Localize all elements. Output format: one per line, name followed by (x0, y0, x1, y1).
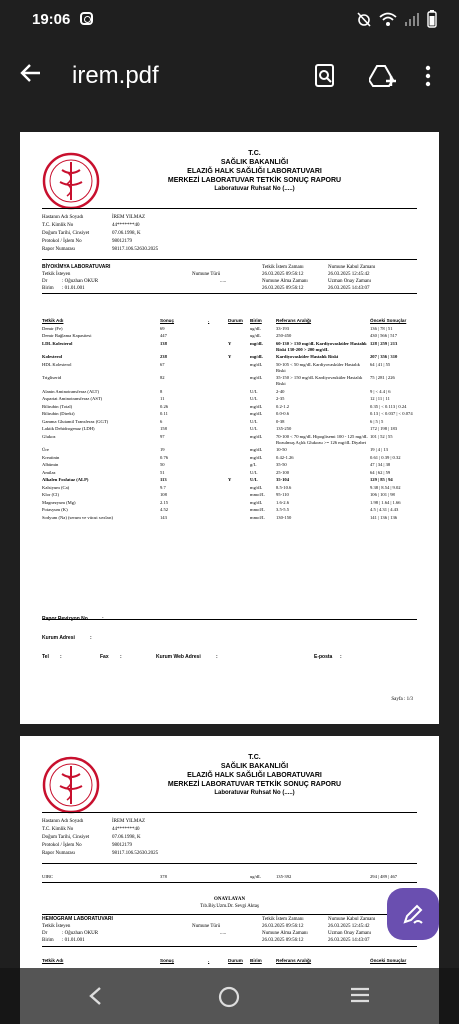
test-ref: 25-100 (276, 469, 290, 475)
test-prev: 136 | 78 | 51 (370, 325, 393, 331)
table-row (42, 500, 417, 506)
approver (42, 896, 417, 910)
test-unit: U/L (250, 469, 258, 475)
patient-value: 07.06.1998, K (112, 835, 141, 840)
report-header (110, 149, 399, 194)
approval-time: 26.03.2025 14:43:07 (328, 938, 370, 943)
header-line-3: ELAZIĞ HALK SAĞLIĞI LABORATUVARI (187, 168, 322, 175)
more-options-icon[interactable] (424, 64, 432, 88)
test-ref: 35-50 (276, 462, 287, 467)
patient-key: Hastanın Adı Soyadı (42, 819, 84, 824)
test-result: 238 (160, 354, 167, 359)
test-prev: 128 | 259 | 213 (370, 340, 398, 346)
test-ref: 0-38 (276, 418, 285, 424)
patient-value: 44*******40 (112, 223, 140, 228)
patient-value: 98117.106.52630.2025 (112, 247, 159, 252)
nav-home-icon[interactable] (218, 986, 240, 1013)
table-row (42, 426, 417, 432)
status-icons (356, 10, 437, 28)
battery-icon (427, 10, 437, 28)
institution-colon: : (90, 635, 92, 641)
test-name: Potasyum (K) (42, 507, 68, 512)
test-unit: ug/dL (250, 333, 261, 338)
email-label: E-posta (314, 654, 333, 660)
patient-value: İREM YILMAZ (112, 819, 146, 824)
header-line-1: T.C. (248, 150, 261, 157)
patient-row (42, 850, 158, 858)
search-document-icon[interactable] (313, 64, 337, 88)
test-prev: 1.98 | 1.64 | 1.66 (370, 499, 401, 505)
header-line-4: MERKEZİ LABORATUVAR TETKİK SONUÇ RAPORU (167, 781, 342, 788)
test-result: 143 (160, 514, 167, 520)
patient-value: İREM YILMAZ (112, 215, 146, 220)
institution-label: Kurum Adresi (42, 635, 75, 641)
test-unit: U/L (250, 396, 258, 401)
table-row (42, 333, 417, 339)
patient-row (42, 222, 158, 230)
test-ref: 60-130 > 130 mg/dL Kardiyovasküler Hastalık Riski 130-200 > 200 mg/dL (276, 340, 367, 352)
test-prev: 75 | 281 | 226 (370, 375, 395, 380)
uibc-unit: ug/dL (250, 874, 261, 879)
test-ref: 0.0-0.6 (276, 411, 290, 416)
test-result: 108 (160, 492, 167, 497)
test-name: Alkalen Fosfataz (ALP) (42, 477, 89, 482)
test-unit: mg/dL (250, 403, 263, 409)
test-unit: mg/dL (250, 454, 263, 460)
app-bar (0, 42, 459, 112)
test-name: Demir (Fe) (42, 325, 63, 331)
test-unit: mg/dL (250, 375, 263, 380)
test-prev: 6 | 5 | 5 (370, 418, 384, 424)
table-row (42, 462, 417, 468)
patient-row (42, 826, 158, 834)
uibc-row (42, 874, 417, 880)
test-name: Demir Bağlama Kapasitesi (42, 333, 92, 338)
test-ref: 0.2-1.2 (276, 403, 290, 409)
test-unit: mmol/L (250, 507, 265, 512)
col-prev: Önceki Sonuçlar (370, 958, 407, 963)
table-row (42, 492, 417, 498)
test-ref: 35-150 > 150 mg/dL Kardiyovasküler Hastalık Riski (276, 375, 363, 386)
pdf-page-1 (20, 132, 439, 724)
page-value: 1/3 (406, 697, 413, 702)
table-row (42, 411, 417, 417)
test-prev: 0.61 | 0.39 | 0.32 (370, 454, 401, 460)
ministry-of-health-logo (42, 152, 100, 210)
hemogram-section (42, 916, 417, 944)
test-time-label: Tetkik İstem Zamanı (262, 917, 304, 922)
test-prev: 172 | 198 | 183 (370, 426, 398, 431)
patient-key: Protokol / İşlem No (42, 239, 82, 244)
patient-value: 98012179 (112, 843, 132, 848)
tel-colon: : (60, 654, 62, 660)
test-unit: U/L (250, 477, 258, 482)
dots: ..... (220, 279, 227, 284)
col-dot: . (208, 958, 210, 963)
patient-key: Doğum Tarihi, Cinsiyet (42, 231, 90, 236)
fax-label: Fax (100, 654, 109, 660)
test-ref: 0.42-1.26 (276, 454, 294, 460)
test-name: Sodyum (Na) (serum ve vücut sıvıları) (42, 514, 114, 520)
biochem-title: BİYOKİMYA LABORATUVARI (42, 264, 111, 270)
patient-row (42, 246, 158, 254)
patient-value: 07.06.1998, K (112, 231, 141, 236)
test-time-label: Tetkik İstem Zamanı (262, 265, 304, 270)
status-bar (0, 0, 459, 42)
patient-key: Rapor Numarası (42, 851, 75, 856)
table-row (42, 515, 417, 521)
test-unit: mg/dL (250, 354, 264, 359)
col-result: Sonuç (160, 318, 175, 323)
header-line-5: Laboratuvar Ruhsat No (.....) (214, 790, 295, 796)
table-row (42, 507, 417, 513)
test-name: Bilirubin (Total) (42, 403, 73, 409)
approver-name: Tıb.Biy.Uzm.Dr. Sevgi Aktaş (200, 904, 259, 909)
test-unit: mmol/L (250, 514, 265, 520)
table-row (42, 404, 417, 410)
table-row (42, 455, 417, 461)
table-row (42, 447, 417, 453)
web-colon: : (216, 654, 218, 660)
divider (42, 259, 417, 260)
test-result: 158 (160, 426, 167, 431)
table-row (42, 477, 417, 483)
test-unit: mg/dL (250, 484, 263, 490)
sample-time: 26.03.2025 09:56:12 (262, 286, 304, 291)
patient-value: 98012179 (112, 239, 132, 244)
test-prev: 106 | 101 | 98 (370, 492, 395, 497)
col-name: Tetkik Adı (42, 958, 64, 963)
divider (42, 914, 417, 915)
hemogram-title: HEMOGRAM LABORATUVARI (42, 916, 113, 922)
accept-time: 26.03.2025 12:45:42 (328, 924, 370, 929)
table-row (42, 485, 417, 491)
divider (42, 208, 417, 209)
test-name: Albümin (42, 462, 59, 467)
alarm-off-icon (356, 11, 372, 27)
patient-key: T.C. Kimlik No (42, 223, 74, 228)
test-status: Y (228, 340, 232, 346)
approval-label: Uzman Onay Zamanı (328, 931, 372, 936)
header-line-1: T.C. (248, 754, 261, 761)
status-time: 19:06 (32, 11, 71, 28)
patient-key: T.C. Kimlik No (42, 827, 74, 832)
test-name: Gamma Glutamil Transferaz (GGT) (42, 418, 109, 424)
divider (42, 812, 417, 813)
system-nav-bar (0, 968, 459, 1024)
table-row (42, 362, 417, 374)
back-arrow-icon[interactable] (20, 62, 42, 88)
test-ref: 2-40 (276, 388, 285, 394)
test-unit: U/L (250, 418, 258, 424)
header-line-2: SAĞLIK BAKANLIĞI (220, 159, 289, 166)
unit-value: : 01.01.001 (62, 286, 85, 291)
instagram-notification-icon (80, 12, 93, 25)
tel-label: Tel (42, 654, 49, 660)
test-prev: 9 | < 4.4 | 6 (370, 388, 391, 394)
test-name: Glukoz (42, 433, 56, 439)
test-name: Kalsiyum (Ca) (42, 484, 70, 490)
patient-value: 44*******40 (112, 827, 140, 832)
dr-value: : Oğuzhan OKUR (62, 279, 99, 284)
report-header (110, 753, 399, 798)
test-prev: 101 | 52 | 55 (370, 433, 393, 439)
patient-row (42, 842, 158, 850)
test-ref: 35-104 (276, 477, 290, 482)
test-prev: 0.13 | < 0.037 | < 0.074 (370, 411, 413, 416)
revision-label: Rapor Revizyon No (42, 616, 88, 622)
test-name: Kolesterol (42, 354, 63, 359)
test-unit: mg/dL (250, 340, 264, 346)
patient-row (42, 834, 158, 842)
test-unit: U/L (250, 426, 258, 431)
col-ref: Referans Aralığı (276, 318, 312, 323)
col-status: Durum (228, 318, 243, 323)
test-name: Bilirubin (Direkt) (42, 411, 75, 416)
unit-value: : 01.01.001 (62, 938, 85, 943)
web-label: Kurum Web Adresi (156, 654, 201, 660)
test-prev: 47 | 34 | 38 (370, 462, 391, 467)
test-unit: U/L (250, 388, 258, 394)
drive-add-icon[interactable] (369, 64, 393, 88)
test-status: Y (228, 354, 232, 359)
col-status: Durum (228, 958, 243, 963)
test-unit: mg/dL (250, 361, 263, 367)
test-result: 113 (160, 477, 167, 482)
test-ref: 70-100 < 70 mg/dL Hipoglisemi 100 - 125 mg/dL Bozulmuş Açlık Glukozu >= 126 mg/dL Diyabet (276, 433, 368, 445)
test-prev: 430 | 566 | 517 (370, 333, 398, 338)
test-status: Y (228, 477, 232, 482)
biochem-section (42, 264, 417, 292)
table-row (42, 341, 417, 353)
test-result: 82 (160, 375, 165, 380)
test-result: 0.26 (160, 403, 169, 409)
table-row (42, 354, 417, 360)
results-table (42, 318, 417, 521)
test-ref: 33-193 (276, 325, 290, 331)
test-name: Aspartat Aminotransferaz (AST) (42, 396, 103, 401)
annotate-fab-button[interactable] (387, 888, 439, 940)
test-ref: 8.5-10.6 (276, 484, 292, 490)
table-row (42, 470, 417, 476)
wifi-icon (379, 11, 397, 27)
uibc-name: UIBC (42, 874, 53, 879)
approver-title: ONAYLAYAN (213, 897, 246, 902)
test-unit: mmol/L (250, 492, 265, 497)
header-line-3: ELAZIĞ HALK SAĞLIĞI LABORATUVARI (187, 772, 322, 779)
uibc-ref: 135-392 (276, 874, 292, 879)
test-result: 2.15 (160, 499, 169, 505)
requester-label: Tetkik İsteyen (42, 924, 71, 929)
test-result: 0.76 (160, 454, 169, 460)
patient-row (42, 214, 158, 222)
test-name: Üre (42, 447, 49, 452)
test-result: 97 (160, 433, 165, 439)
test-ref: 95-110 (276, 492, 289, 497)
sample-time-label: Numune Alma Zamanı (262, 279, 308, 284)
test-prev: 129 | 85 | 94 (370, 477, 393, 482)
table-header (42, 318, 417, 324)
table-row (42, 375, 417, 387)
col-unit: Birim (250, 958, 262, 963)
test-ref: 1.6-2.6 (276, 499, 290, 505)
patient-key: Doğum Tarihi, Cinsiyet (42, 835, 90, 840)
col-name: Tetkik Adı (42, 318, 64, 323)
header-line-2: SAĞLIK BAKANLIĞI (220, 763, 289, 770)
test-prev: 207 | 356 | 310 (370, 354, 398, 359)
test-name: Kreatinin (42, 454, 60, 460)
test-name: LDL Kolesterol (42, 340, 73, 346)
test-prev: 64 | 62 | 59 (370, 469, 391, 475)
nav-recents-icon[interactable] (350, 986, 370, 1009)
table-body (42, 326, 417, 521)
test-ref: 250-450 (276, 333, 292, 338)
signal-icon (404, 11, 420, 27)
requester-label: Tetkik İsteyen (42, 272, 71, 277)
dots: ..... (220, 931, 227, 936)
test-prev: 4.5 | 4.31 | 4.43 (370, 507, 399, 512)
test-name: Laktik Dehidrogenaz (LDH) (42, 426, 95, 431)
divider (42, 946, 417, 947)
test-name: Amilaz (42, 469, 56, 475)
header-line-4: MERKEZİ LABORATUVAR TETKİK SONUÇ RAPORU (167, 177, 342, 184)
test-prev: 12 | 11 | 11 (370, 396, 390, 401)
test-result: 8 (160, 388, 163, 394)
pen-edit-icon (401, 902, 425, 926)
table-header (42, 958, 417, 964)
patient-row (42, 818, 158, 826)
test-ref: 2-35 (276, 396, 285, 401)
email-colon: : (340, 654, 342, 660)
sample-time: 26.03.2025 09:56:12 (262, 938, 304, 943)
test-result: 0.11 (160, 411, 168, 416)
test-result: 6 (160, 418, 163, 424)
test-name: Trigliserid (42, 375, 62, 380)
test-result: 67 (160, 361, 165, 367)
unit-label: Birim (42, 938, 54, 943)
uibc-result: 378 (160, 874, 167, 879)
test-result: 19 (160, 447, 165, 452)
col-ref: Referans Aralığı (276, 958, 312, 963)
test-ref: 3.5-5.5 (276, 507, 290, 512)
divider (42, 293, 417, 294)
test-ref: Kardiyovasküler Hastalık Riski (276, 354, 339, 359)
dr-label: Dr (42, 931, 48, 936)
revision-colon: : (102, 616, 104, 622)
table-row (42, 389, 417, 395)
patient-value: 98117.106.52630.2025 (112, 851, 159, 856)
fax-colon: : (120, 654, 122, 660)
divider (42, 863, 417, 864)
sample-type-label: Numune Türü (192, 924, 221, 929)
patient-row (42, 238, 158, 246)
header-line-5: Laboratuvar Ruhsat No (.....) (214, 186, 295, 192)
test-name: Klor (Cl) (42, 492, 59, 497)
divider (42, 882, 417, 883)
test-prev: 9.38 | 8.54 | 9.02 (370, 484, 401, 490)
test-result: 4.52 (160, 507, 169, 512)
test-prev: 0.35 | < 0.113 | 0.24 (370, 403, 407, 409)
patient-info (42, 214, 158, 254)
test-ref: 135-250 (276, 426, 292, 431)
unit-label: Birim (42, 286, 54, 291)
sample-time-label: Numune Alma Zamanı (262, 931, 308, 936)
patient-key: Protokol / İşlem No (42, 843, 82, 848)
patient-key: Rapor Numarası (42, 247, 75, 252)
patient-info (42, 818, 158, 858)
test-ref: 130-150 (276, 514, 292, 520)
accept-time-label: Numune Kabul Zamanı (328, 917, 376, 922)
table-row (42, 434, 417, 446)
page-number (391, 696, 413, 703)
test-prev: 141 | 136 | 136 (370, 514, 398, 520)
test-name: Magnezyum (Mg) (42, 499, 76, 505)
report-footer (42, 616, 417, 661)
document-title: irem.pdf (72, 62, 159, 89)
nav-back-icon[interactable] (88, 986, 102, 1011)
table-row (42, 326, 417, 332)
ministry-of-health-logo (42, 756, 100, 814)
col-dot: . (208, 318, 210, 323)
test-time: 26.03.2025 09:56:12 (262, 272, 304, 277)
approval-time: 26.03.2025 14:43:07 (328, 286, 370, 291)
test-result: 69 (160, 325, 165, 331)
test-ref: 50-105 < 50 mg/dL Kardiyovasküler Hastalık Riski (276, 361, 360, 373)
table-row (42, 419, 417, 425)
uibc-prev: 294 | 489 | 467 (370, 874, 398, 879)
test-result: 11 (160, 396, 165, 401)
patient-row (42, 230, 158, 238)
test-result: 447 (160, 333, 167, 338)
col-unit: Birim (250, 318, 262, 323)
accept-time: 26.03.2025 12:45:42 (328, 272, 370, 277)
approval-label: Uzman Onay Zamanı (328, 279, 372, 284)
test-name: Alanin Aminotransferaz (ALT) (42, 388, 99, 394)
page-label: Sayfa : (391, 697, 406, 702)
test-unit: mg/dL (250, 499, 263, 505)
dr-value: : Oğuzhan OKUR (62, 931, 99, 936)
test-result: 51 (160, 469, 165, 475)
dr-label: Dr (42, 279, 48, 284)
table-row (42, 396, 417, 402)
col-prev: Önceki Sonuçlar (370, 318, 407, 323)
hemogram-table (42, 958, 417, 964)
accept-time-label: Numune Kabul Zamanı (328, 265, 376, 270)
col-result: Sonuç (160, 958, 175, 963)
test-result: 138 (160, 340, 167, 346)
test-prev: 64 | 41 | 55 (370, 361, 391, 367)
test-unit: g/L (250, 462, 257, 467)
test-unit: ug/dL (250, 325, 261, 331)
test-result: 50 (160, 462, 165, 467)
test-time: 26.03.2025 09:56:12 (262, 924, 304, 929)
test-ref: 10-50 (276, 447, 287, 452)
test-name: HDL Kolesterol (42, 361, 72, 367)
patient-key: Hastanın Adı Soyadı (42, 215, 84, 220)
test-unit: mg/dL (250, 447, 263, 452)
test-result: 9.7 (160, 484, 166, 490)
test-prev: 19 | 4 | 13 (370, 447, 388, 452)
test-unit: mg/dL (250, 433, 263, 439)
test-unit: mg/dL (250, 411, 263, 416)
sample-type-label: Numune Türü (192, 272, 221, 277)
